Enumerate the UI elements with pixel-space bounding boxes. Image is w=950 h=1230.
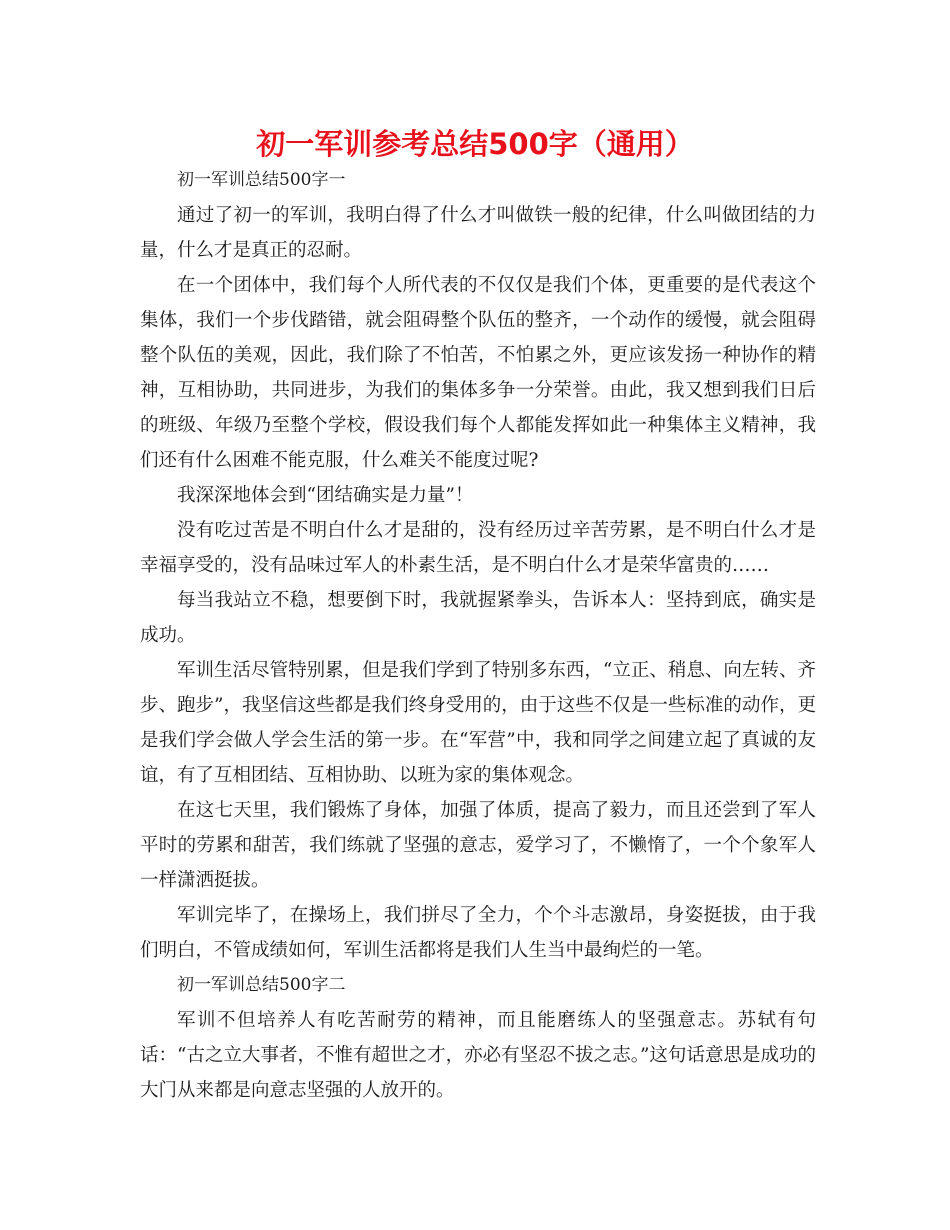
paragraph: 军训不但培养人有吃苦耐劳的精神，而且能磨练人的坚强意志。苏轼有句话：“古之立大事者，不惟有超世之才，亦必有坚忍不拔之志。”这句话意思是成功的大门从来都是向意志坚强的人放开的。 [140,1010,816,1101]
paragraph: 没有吃过苦是不明白什么才是甜的，没有经历过辛苦劳累，是不明白什么才是幸福享受的，没有品味过军人的朴素生活，是不明白什么才是荣华富贵的…… [140,520,816,576]
paragraph: 我深深地体会到“团结确实是力量”！ [177,485,474,506]
paragraph: 通过了初一的军训，我明白得了什么才叫做铁一般的纪律，什么叫做团结的力量，什么才是真正的忍耐。 [140,205,816,261]
paragraph: 每当我站立不稳，想要倒下时，我就握紧拳头，告诉本人：坚持到底，确实是成功。 [140,590,816,646]
paragraph: 军训生活尽管特别累，但是我们学到了特别多东西，“立正、稍息、向左转、齐步、跑步”，我坚信这些都是我们终身受用的，由于这些不仅是一些标准的动作，更是我们学会做人学会生活的第一步。在“军营”中，我和同学之间建立起了真诚的友谊，有了互相团结、互相协助、以班为家的集体观念。 [140,660,816,786]
document-title: 初一军训参考总结500字（通用） [256,127,694,161]
section-heading: 初一军训总结500字一 [177,170,346,190]
paragraph: 军训完毕了，在操场上，我们拼尽了全力，个个斗志激昂，身姿挺拔，由于我们明白，不管成绩如何，军训生活都将是我们人生当中最绚烂的一笔。 [140,905,816,961]
document-body [140,163,816,1108]
paragraph: 在一个团体中，我们每个人所代表的不仅仅是我们个体，更重要的是代表这个集体，我们一个步伐踏错，就会阻碍整个队伍的整齐，一个动作的缓慢，就会阻碍整个队伍的美观，因此，我们除了不怕苦，不怕累之外，更应该发扬一种协作的精神，互相协助，共同进步，为我们的集体多争一分荣誉。由此，我又想到我们日后的班级、年级乃至整个学校，假设我们每个人都能发挥如此一种集体主义精神，我们还有什么困难不能克服，什么难关不能度过呢? [140,275,816,471]
section-heading: 初一军训总结500字二 [177,975,346,995]
paragraph: 在这七天里，我们锻炼了身体，加强了体质，提高了毅力，而且还尝到了军人平时的劳累和甜苦，我们练就了坚强的意志，爱学习了，不懒惰了，一个个象军人一样潇洒挺拔。 [140,800,816,891]
